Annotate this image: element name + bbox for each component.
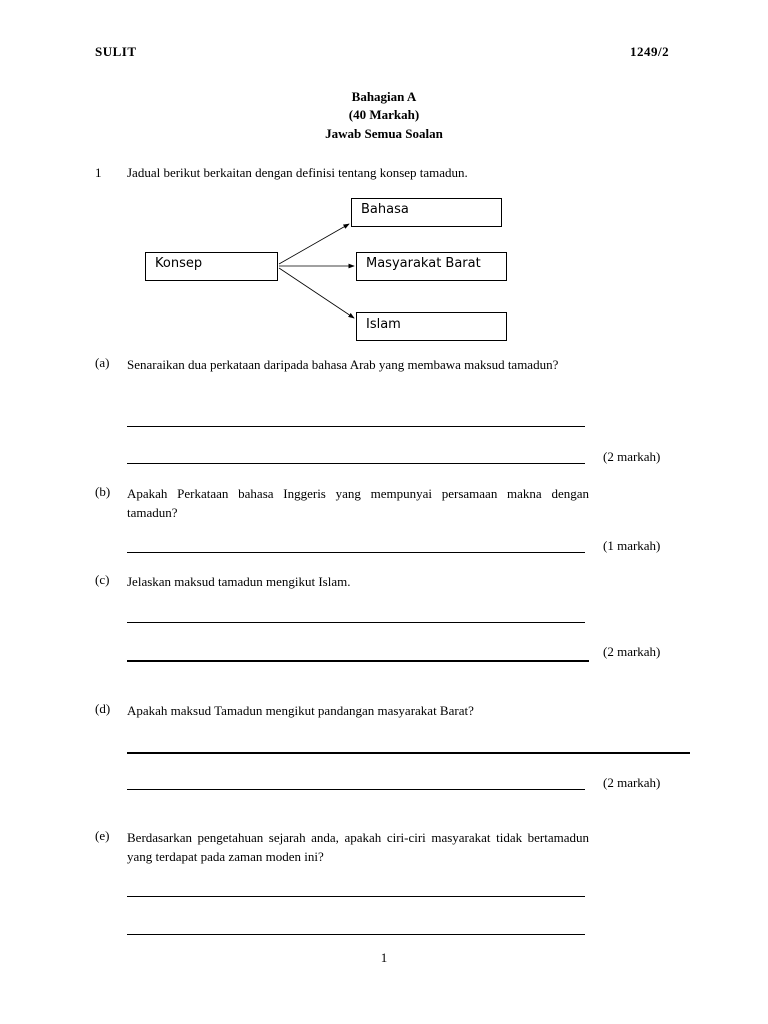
answer-line[interactable] (127, 622, 585, 623)
part-d-marks: (2 markah) (603, 775, 661, 790)
part-a-marks: (2 markah) (603, 449, 661, 464)
header-right: 1249/2 (630, 44, 670, 59)
answer-line[interactable] (127, 934, 585, 935)
part-c-label: (c) (95, 572, 110, 587)
diagram-box-konsep: Konsep (145, 252, 278, 281)
question-intro: Jadual berikut berkaitan dengan definisi tentang konsep tamadun. (127, 165, 468, 180)
section-instruction: Jawab Semua Soalan (325, 126, 443, 141)
part-b-text: Apakah Perkataan bahasa Inggeris yang mempunyai persamaan makna dengan tamadun? (127, 486, 589, 520)
answer-line[interactable] (127, 752, 690, 754)
arrow-to-islam (279, 268, 354, 318)
answer-line[interactable] (127, 426, 585, 427)
part-b-label: (b) (95, 484, 111, 499)
answer-line[interactable] (127, 552, 585, 553)
part-c-text: Jelaskan maksud tamadun mengikut Islam. (127, 574, 351, 589)
diagram-box-masyarakat-barat: Masyarakat Barat (356, 252, 507, 281)
header-left: SULIT (95, 44, 137, 59)
diagram-box-bahasa: Bahasa (351, 198, 502, 227)
part-b-marks: (1 markah) (603, 538, 661, 553)
answer-line[interactable] (127, 463, 585, 464)
part-a-text: Senaraikan dua perkataan daripada bahasa Arab yang membawa maksud tamadun? (127, 357, 559, 372)
arrow-to-bahasa (279, 224, 349, 264)
answer-line[interactable] (127, 896, 585, 897)
part-d-text: Apakah maksud Tamadun mengikut pandangan masyarakat Barat? (127, 703, 474, 718)
answer-line[interactable] (127, 789, 585, 790)
part-a-label: (a) (95, 355, 110, 370)
answer-line[interactable] (127, 660, 589, 662)
part-e-text: Berdasarkan pengetahuan sejarah anda, apakah ciri-ciri masyarakat tidak bertamadun yang terdapat pada zaman moden ini? (127, 830, 589, 864)
section-marks: (40 Markah) (348, 107, 420, 122)
question-number: 1 (95, 165, 102, 180)
diagram-box-islam: Islam (356, 312, 507, 341)
part-e-label: (e) (95, 828, 110, 843)
section-title: Bahagian A (351, 89, 417, 104)
page-number: 1 (380, 950, 388, 965)
part-d-label: (d) (95, 701, 111, 716)
part-c-marks: (2 markah) (603, 644, 661, 659)
concept-diagram-arrows (0, 0, 768, 360)
